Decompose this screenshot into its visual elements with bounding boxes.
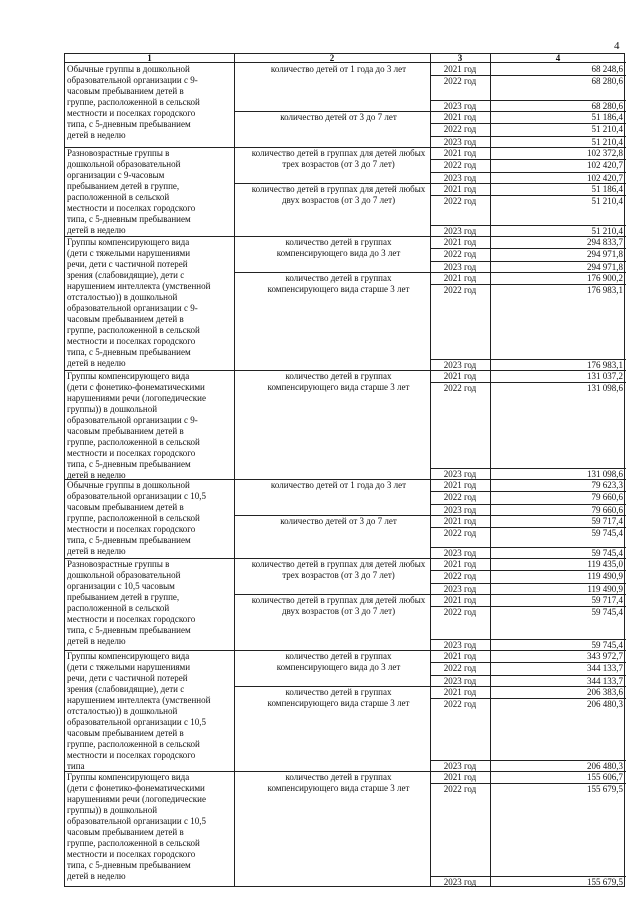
amount-cell: 343 972,7 [587,651,623,661]
amount-cell: 294 971,8 [587,248,623,259]
amount-cell: 59 745,4 [591,606,623,617]
indicator-label: количество детей в группах компенсирующего вида старше 3 лет [267,687,410,708]
indicator-label: количество детей в группах компенсирующего вида старше 3 лет [267,273,410,294]
year-cell: 2022 год [443,570,477,581]
column-header-1: 1 [65,54,234,63]
amount-cell: 51 186,4 [591,184,623,194]
year-cell: 2023 год [443,468,477,479]
amount-cell: 131 098,6 [587,468,623,479]
amount-cell: 51 210,4 [591,225,623,236]
indicator-label: количество детей в группах компенсирующего вида старше 3 лет [267,371,410,392]
amount-cell: 155 606,7 [587,772,623,782]
year-cell: 2021 год [443,184,477,194]
group-description: Группы компенсирующего вида (дети с тяжелыми нарушениями речи, дети с частичной потерей зрения (слабовидящие), дети с нарушением интеллекта (умственной отсталостью)) в дошкольной образовательной организации с 9- часовым пребыванием детей в группе, расположенной в сельской местности и поселках городского типа, с 5-дневным пребыванием детей в неделю [67,237,211,368]
year-cell: 2021 год [443,516,477,526]
column-header-3: 3 [430,54,490,63]
column-divider [490,54,491,886]
amount-cell: 59 745,4 [591,639,623,650]
amount-cell: 102 420,7 [587,172,623,183]
year-cell: 2023 год [443,504,477,515]
amount-cell: 119 490,9 [587,570,623,581]
year-cell: 2023 год [443,136,477,147]
year-cell: 2023 год [443,100,477,111]
amount-cell: 59 717,4 [591,516,623,526]
group-description: Группы компенсирующего вида (дети с фонетико-фонематическими нарушениями речи (логопедические группы)) в дошкольной образовательной организации с 9- часовым пребыванием детей в группе, расположенной в сельской местности и поселках городского типа, с 5-дневным пребыванием детей в неделю [67,371,206,480]
year-cell: 2023 год [443,760,477,771]
year-cell: 2022 год [443,783,477,794]
amount-cell: 79 660,6 [591,491,623,502]
amount-cell: 155 679,5 [587,783,623,794]
indicator-label: количество детей в группах для детей любых трех возрастов (от 3 до 7 лет) [251,148,426,169]
year-cell: 2021 год [443,651,477,661]
amount-cell: 102 420,7 [587,159,623,170]
year-cell: 2023 год [443,876,477,887]
year-cell: 2023 год [443,639,477,650]
amount-cell: 68 280,6 [591,100,623,111]
year-cell: 2023 год [443,172,477,183]
indicator-label: количество детей в группах компенсирующего вида до 3 лет [276,651,401,672]
group-description: Разновозрастные группы в дошкольной образовательной организации с 9-часовым пребыванием детей в группе, расположенной в сельской местности и поселках городского типа, с 5-дневным пребыванием детей в неделю [67,148,196,235]
indicator-label: количество детей от 3 до 7 лет [280,112,397,122]
year-cell: 2022 год [443,248,477,259]
page-number: 4 [614,40,620,52]
amount-cell: 206 480,3 [587,760,623,771]
column-header-4: 4 [490,54,626,63]
indicator-label: количество детей в группах компенсирующего вида старше 3 лет [267,772,410,793]
amount-cell: 102 372,8 [587,148,623,158]
amount-cell: 79 623,3 [591,480,623,490]
amount-cell: 155 679,5 [587,876,623,887]
column-divider [234,54,235,886]
year-cell: 2022 год [443,698,477,709]
year-cell: 2021 год [443,273,477,283]
year-cell: 2022 год [443,382,477,393]
group-description: Группы компенсирующего вида (дети с фонетико-фонематическими нарушениями речи (логопедические группы)) в дошкольной образовательной организации с 10,5 часовым пребыванием детей в группе, расположенной в сельской местности и поселках городского типа, с 5-дневным пребыванием детей в неделю [67,772,206,881]
year-cell: 2021 год [443,148,477,158]
year-cell: 2021 год [443,687,477,697]
amount-cell: 59 745,4 [591,547,623,558]
group-description: Разновозрастные группы в дошкольной образовательной организации с 10,5 часовым пребыванием детей в группе, расположенной в сельской местности и поселках городского типа, с 5-дневным пребыванием детей в неделю [67,559,196,646]
amount-cell: 206 480,3 [587,698,623,709]
year-cell: 2023 год [443,359,477,370]
indicator-label: количество детей в группах для детей любых трех возрастов (от 3 до 7 лет) [251,559,426,580]
year-cell: 2021 год [443,112,477,122]
indicator-label: количество детей от 1 года до 3 лет [270,480,407,490]
indicator-label: количество детей в группах компенсирующего вида до 3 лет [276,237,401,258]
amount-cell: 68 280,6 [591,75,623,86]
column-header-2: 2 [234,54,430,63]
amount-cell: 131 037,2 [587,371,623,381]
amount-cell: 294 833,7 [587,237,623,247]
indicator-label: количество детей в группах для детей любых двух возрастов (от 3 до 7 лет) [251,184,426,205]
group-description: Группы компенсирующего вида (дети с тяжелыми нарушениями речи, дети с частичной потерей зрения (слабовидящие), дети с нарушением интеллекта (умственной отсталостью)) в дошкольной образовательной организации с 10,5 часовым пребыванием детей в группе, расположенной в сельской местности и поселках городского типа [67,651,211,771]
year-cell: 2022 год [443,123,477,134]
year-cell: 2023 год [443,261,477,272]
year-cell: 2022 год [443,606,477,617]
amount-cell: 51 210,4 [591,123,623,134]
indicator-label: количество детей от 1 года до 3 лет [270,64,407,74]
amount-cell: 176 983,1 [587,284,623,295]
indicator-label: количество детей от 3 до 7 лет [280,516,397,526]
year-cell: 2021 год [443,237,477,247]
group-description: Обычные группы в дошкольной образовательной организации с 9- часовым пребыванием детей в группе, расположенной в сельской местности и поселках городского типа, с 5-дневным пребыванием детей в неделю [67,64,200,140]
indicator-label: количество детей в группах для детей любых двух возрастов (от 3 до 7 лет) [251,595,426,616]
year-cell: 2021 год [443,559,477,569]
year-cell: 2021 год [443,64,477,74]
group-description: Обычные группы в дошкольной образовательной организации с 10,5 часовым пребыванием детей в группе, расположенной в сельской местности и поселках городского типа, с 5-дневным пребыванием детей в неделю [67,480,206,556]
amount-cell: 176 983,1 [587,359,623,370]
amount-cell: 119 490,9 [587,583,623,594]
year-cell: 2022 год [443,284,477,295]
amount-cell: 344 133,7 [587,662,623,673]
amount-cell: 59 717,4 [591,595,623,605]
amount-cell: 206 383,6 [587,687,623,697]
year-cell: 2021 год [443,371,477,381]
year-cell: 2023 год [443,675,477,686]
amount-cell: 119 435,0 [587,559,623,569]
amount-cell: 51 210,4 [591,195,623,206]
year-cell: 2023 год [443,225,477,236]
year-cell: 2021 год [443,480,477,490]
amount-cell: 176 900,2 [587,273,623,283]
year-cell: 2021 год [443,595,477,605]
year-cell: 2022 год [443,491,477,502]
amount-cell: 51 210,4 [591,136,623,147]
year-cell: 2023 год [443,583,477,594]
amount-cell: 294 971,8 [587,261,623,272]
year-cell: 2023 год [443,547,477,558]
year-cell: 2022 год [443,662,477,673]
data-table [64,53,625,887]
amount-cell: 51 186,4 [591,112,623,122]
year-cell: 2022 год [443,75,477,86]
year-cell: 2022 год [443,159,477,170]
amount-cell: 79 660,6 [591,504,623,515]
amount-cell: 68 248,6 [591,64,623,74]
amount-cell: 344 133,7 [587,675,623,686]
year-cell: 2022 год [443,527,477,538]
amount-cell: 59 745,4 [591,527,623,538]
column-divider [430,54,431,886]
amount-cell: 131 098,6 [587,382,623,393]
year-cell: 2021 год [443,772,477,782]
year-cell: 2022 год [443,195,477,206]
